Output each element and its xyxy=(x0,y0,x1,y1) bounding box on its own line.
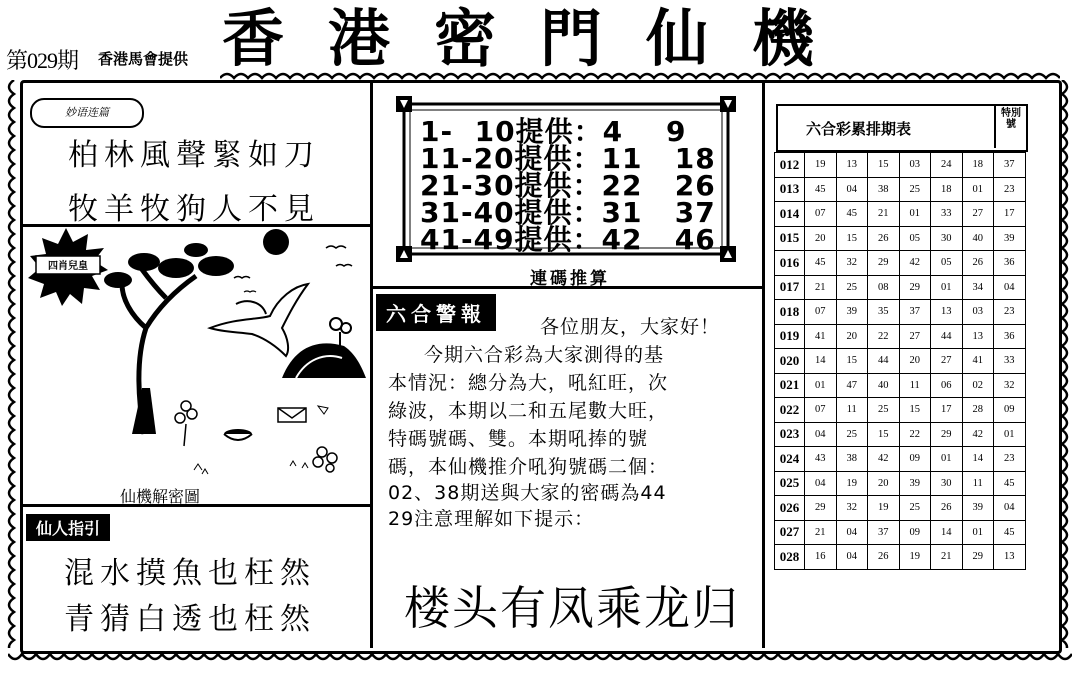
alert-label: 六合警報 xyxy=(376,294,496,331)
period-cell: 019 xyxy=(775,324,805,349)
table-row xyxy=(775,226,1026,251)
riddle-illustration xyxy=(26,228,370,486)
special-number-cell: 39 xyxy=(994,226,1026,251)
grass-icon xyxy=(290,461,308,468)
number-cell: 01 xyxy=(962,177,994,202)
number-cell: 27 xyxy=(962,202,994,227)
number-cell: 39 xyxy=(962,496,994,521)
number-cell: 20 xyxy=(899,349,931,374)
number-cell: 04 xyxy=(836,545,868,570)
special-number-cell: 09 xyxy=(994,398,1026,423)
paragraph-line-4: 綠波，本期以二和五尾數大旺， xyxy=(388,400,669,422)
figure-caption: 仙機解密圖 xyxy=(120,487,201,506)
results-table xyxy=(774,152,1026,570)
period-cell: 013 xyxy=(775,177,805,202)
bottom-scallop-border xyxy=(8,648,1072,666)
number-cell: 42 xyxy=(962,422,994,447)
special-number-cell: 36 xyxy=(994,251,1026,276)
number-cell: 19 xyxy=(836,471,868,496)
number-cell: 28 xyxy=(962,398,994,423)
number-cell: 03 xyxy=(899,153,931,178)
number-cell: 25 xyxy=(899,496,931,521)
period-cell: 018 xyxy=(775,300,805,325)
number-cell: 15 xyxy=(836,349,868,374)
bird-icon xyxy=(234,277,250,279)
number-cell: 40 xyxy=(868,373,900,398)
combo-label: 連碼推算 xyxy=(530,269,610,289)
number-cell: 25 xyxy=(836,422,868,447)
special-number-cell: 45 xyxy=(994,471,1026,496)
table-row xyxy=(775,471,1026,496)
number-cell: 01 xyxy=(962,520,994,545)
period-cell: 022 xyxy=(775,398,805,423)
special-number-cell: 37 xyxy=(994,153,1026,178)
provide-row-2: 11-20提供：11 18 xyxy=(420,142,716,175)
issue-number: 第029期 xyxy=(6,48,79,73)
number-cell: 33 xyxy=(931,202,963,227)
number-cell: 07 xyxy=(805,202,837,227)
number-cell: 44 xyxy=(868,349,900,374)
number-cell: 20 xyxy=(805,226,837,251)
top-scallop-border xyxy=(220,68,1060,82)
number-cell: 20 xyxy=(836,324,868,349)
bird-icon xyxy=(326,246,346,248)
starburst-label: 四肖兒皇 xyxy=(48,261,88,272)
number-cell: 37 xyxy=(868,520,900,545)
special-number-cell: 32 xyxy=(994,373,1026,398)
period-cell: 021 xyxy=(775,373,805,398)
number-cell: 20 xyxy=(868,471,900,496)
flower-icon xyxy=(175,401,197,446)
tree-icon xyxy=(104,243,234,434)
number-cell: 37 xyxy=(899,300,931,325)
number-cell: 19 xyxy=(805,153,837,178)
number-cell: 01 xyxy=(899,202,931,227)
number-cell: 04 xyxy=(836,520,868,545)
guide-line-1: 混水摸魚也枉然 xyxy=(64,556,316,591)
column-divider-left xyxy=(370,82,373,648)
special-number-label: 特別號 xyxy=(1001,108,1021,130)
table-row xyxy=(775,275,1026,300)
period-cell: 017 xyxy=(775,275,805,300)
number-cell: 05 xyxy=(899,226,931,251)
poem-line-2: 牧羊牧狗人不見 xyxy=(68,192,320,227)
starburst-badge xyxy=(28,228,108,306)
table-row xyxy=(775,520,1026,545)
number-cell: 21 xyxy=(931,545,963,570)
badge: 妙语连篇 xyxy=(30,98,144,128)
table-title-divider xyxy=(994,104,996,148)
provide-row-3: 21-30提供：22 26 xyxy=(420,169,716,202)
table-row xyxy=(775,324,1026,349)
flower-icon xyxy=(313,447,337,472)
paragraph-line-5: 特碼號碼、雙。本期吼捧的號 xyxy=(388,428,649,450)
number-cell: 19 xyxy=(899,545,931,570)
period-cell: 016 xyxy=(775,251,805,276)
paragraph-line-6: 碼，本仙機推介吼狗號碼二個： xyxy=(388,456,669,478)
number-cell: 04 xyxy=(836,177,868,202)
number-cell: 29 xyxy=(868,251,900,276)
number-cell: 45 xyxy=(836,202,868,227)
table-row xyxy=(775,398,1026,423)
special-number-cell: 33 xyxy=(994,349,1026,374)
number-cell: 47 xyxy=(836,373,868,398)
grass-icon xyxy=(194,464,208,474)
number-cell: 01 xyxy=(805,373,837,398)
period-cell: 025 xyxy=(775,471,805,496)
envelope-icon xyxy=(278,408,306,422)
number-cell: 27 xyxy=(931,349,963,374)
number-cell: 21 xyxy=(868,202,900,227)
special-number-cell: 04 xyxy=(994,275,1026,300)
number-cell: 04 xyxy=(805,471,837,496)
number-cell: 06 xyxy=(931,373,963,398)
period-cell: 015 xyxy=(775,226,805,251)
number-cell: 29 xyxy=(962,545,994,570)
number-cell: 11 xyxy=(962,471,994,496)
table-title: 六合彩累排期表 xyxy=(806,120,912,138)
paragraph-line-2: 今期六合彩為大家測得的基 xyxy=(424,344,665,366)
number-cell: 04 xyxy=(805,422,837,447)
number-cell: 45 xyxy=(805,251,837,276)
number-cell: 29 xyxy=(931,422,963,447)
number-cell: 09 xyxy=(899,447,931,472)
hill-icon xyxy=(282,318,366,378)
table-row xyxy=(775,422,1026,447)
special-number-cell: 13 xyxy=(994,545,1026,570)
number-cell: 26 xyxy=(962,251,994,276)
number-cell: 08 xyxy=(868,275,900,300)
paragraph-line-8: 29注意理解如下提示： xyxy=(388,508,595,530)
special-number-cell: 01 xyxy=(994,422,1026,447)
number-cell: 16 xyxy=(805,545,837,570)
number-cell: 26 xyxy=(868,226,900,251)
number-cell: 18 xyxy=(931,177,963,202)
provide-row-1: 1- 10提供：4 9 xyxy=(420,115,687,148)
number-cell: 01 xyxy=(931,275,963,300)
bowl-icon xyxy=(224,429,252,440)
table-row xyxy=(775,447,1026,472)
table-row xyxy=(775,349,1026,374)
provide-row-4: 31-40提供：31 37 xyxy=(420,196,716,229)
number-cell: 30 xyxy=(931,471,963,496)
special-number-cell: 17 xyxy=(994,202,1026,227)
period-cell: 020 xyxy=(775,349,805,374)
number-cell: 03 xyxy=(962,300,994,325)
number-cell: 25 xyxy=(868,398,900,423)
number-cell: 34 xyxy=(962,275,994,300)
hint-verse: 楼头有凤乘龙归 xyxy=(404,581,740,635)
paragraph-line-7: 02、38期送與大家的密碼為44 xyxy=(388,482,667,504)
number-cell: 38 xyxy=(836,447,868,472)
number-cell: 40 xyxy=(962,226,994,251)
table-row xyxy=(775,153,1026,178)
number-cell: 21 xyxy=(805,275,837,300)
paper-icon xyxy=(318,406,328,414)
bird-icon xyxy=(244,291,256,292)
provide-row-5: 41-49提供：42 46 xyxy=(420,223,716,256)
number-cell: 22 xyxy=(868,324,900,349)
left-scallop-border xyxy=(0,80,20,648)
number-cell: 13 xyxy=(836,153,868,178)
number-cell: 45 xyxy=(805,177,837,202)
number-cell: 01 xyxy=(931,447,963,472)
special-number-cell: 04 xyxy=(994,496,1026,521)
special-number-cell: 45 xyxy=(994,520,1026,545)
number-cell: 15 xyxy=(868,422,900,447)
right-scallop-border xyxy=(1056,80,1078,648)
bird-icon xyxy=(336,265,352,267)
number-cell: 44 xyxy=(931,324,963,349)
guide-line-2: 青猜白透也枉然 xyxy=(64,602,316,637)
number-cell: 25 xyxy=(836,275,868,300)
number-cell: 02 xyxy=(962,373,994,398)
number-cell: 11 xyxy=(836,398,868,423)
number-cell: 38 xyxy=(868,177,900,202)
number-cell: 30 xyxy=(931,226,963,251)
number-cell: 15 xyxy=(899,398,931,423)
paragraph-line-1: 各位朋友，大家好！ xyxy=(540,316,721,338)
guide-label: 仙人指引 xyxy=(26,514,110,541)
sun-icon xyxy=(263,229,289,255)
period-cell: 024 xyxy=(775,447,805,472)
number-cell: 14 xyxy=(805,349,837,374)
table-row xyxy=(775,300,1026,325)
number-cell: 18 xyxy=(962,153,994,178)
number-cell: 17 xyxy=(931,398,963,423)
number-cell: 41 xyxy=(805,324,837,349)
number-cell: 29 xyxy=(899,275,931,300)
period-cell: 012 xyxy=(775,153,805,178)
number-cell: 05 xyxy=(931,251,963,276)
period-cell: 023 xyxy=(775,422,805,447)
number-cell: 43 xyxy=(805,447,837,472)
number-cell: 09 xyxy=(899,520,931,545)
dove-icon xyxy=(210,284,308,356)
number-cell: 21 xyxy=(805,520,837,545)
number-cell: 26 xyxy=(931,496,963,521)
poem-line-1: 柏林風聲緊如刀 xyxy=(68,138,320,173)
number-cell: 25 xyxy=(899,177,931,202)
number-cell: 42 xyxy=(868,447,900,472)
provider-label: 香港馬會提供 xyxy=(98,50,189,68)
number-cell: 32 xyxy=(836,496,868,521)
number-cell: 26 xyxy=(868,545,900,570)
period-cell: 027 xyxy=(775,520,805,545)
number-cell: 41 xyxy=(962,349,994,374)
number-cell: 14 xyxy=(962,447,994,472)
number-cell: 24 xyxy=(931,153,963,178)
number-cell: 39 xyxy=(836,300,868,325)
page-title: 香港密門仙機 xyxy=(222,2,859,75)
number-cell: 27 xyxy=(899,324,931,349)
number-cell: 22 xyxy=(899,422,931,447)
table-row xyxy=(775,251,1026,276)
number-cell: 07 xyxy=(805,300,837,325)
table-row xyxy=(775,202,1026,227)
number-cell: 11 xyxy=(899,373,931,398)
number-cell: 13 xyxy=(962,324,994,349)
table-row xyxy=(775,496,1026,521)
period-cell: 028 xyxy=(775,545,805,570)
special-number-cell: 23 xyxy=(994,447,1026,472)
table-row xyxy=(775,545,1026,570)
number-cell: 19 xyxy=(868,496,900,521)
number-cell: 15 xyxy=(868,153,900,178)
number-cell: 07 xyxy=(805,398,837,423)
number-cell: 14 xyxy=(931,520,963,545)
number-cell: 32 xyxy=(836,251,868,276)
number-cell: 13 xyxy=(931,300,963,325)
special-number-cell: 23 xyxy=(994,300,1026,325)
special-number-cell: 36 xyxy=(994,324,1026,349)
number-cell: 42 xyxy=(899,251,931,276)
special-number-cell: 23 xyxy=(994,177,1026,202)
number-cell: 29 xyxy=(805,496,837,521)
table-row xyxy=(775,373,1026,398)
period-cell: 026 xyxy=(775,496,805,521)
number-cell: 35 xyxy=(868,300,900,325)
paragraph-line-3: 本情況：總分為大，吼紅旺，次 xyxy=(388,372,669,394)
number-cell: 15 xyxy=(836,226,868,251)
number-cell: 39 xyxy=(899,471,931,496)
column-divider-right xyxy=(762,82,765,648)
period-cell: 014 xyxy=(775,202,805,227)
table-row xyxy=(775,177,1026,202)
